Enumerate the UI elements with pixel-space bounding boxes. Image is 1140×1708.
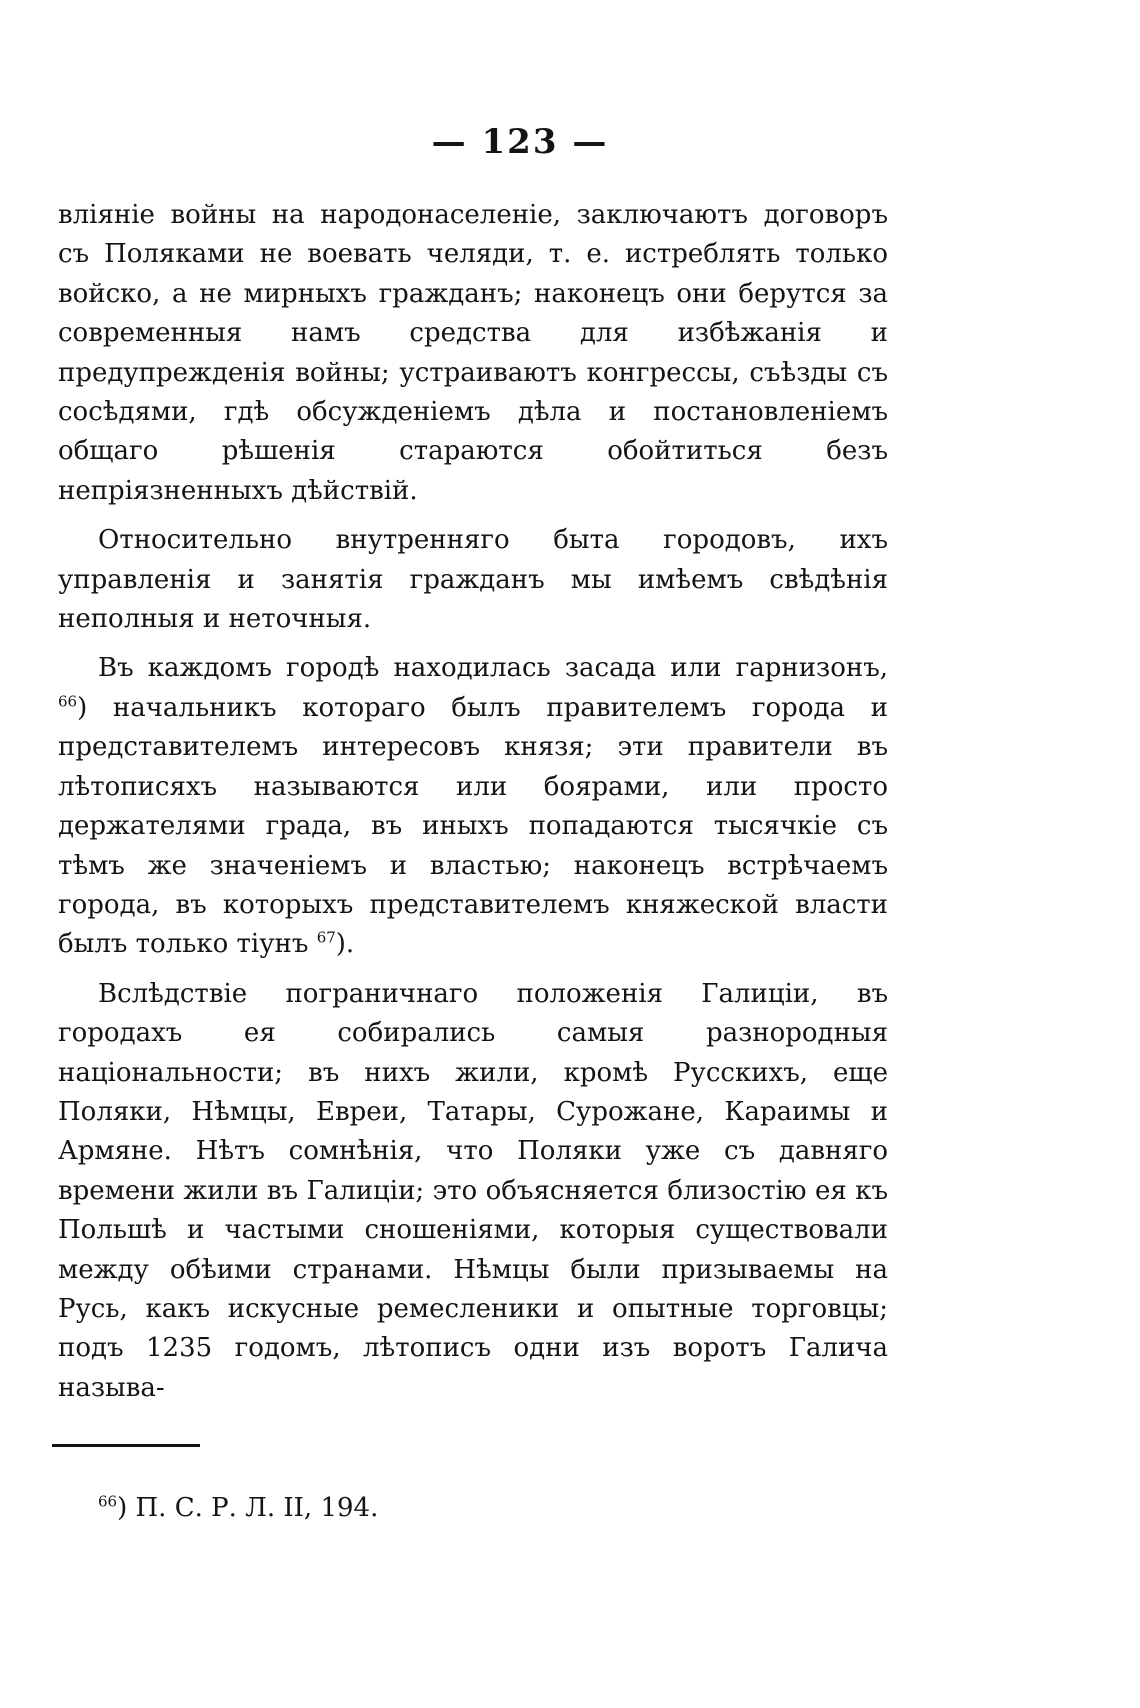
main-text	[58, 196, 888, 1418]
paragraph-1: вліяніе войны на народонаселеніе, заключаютъ договоръ съ Поляками не воевать челяди, т. е. истреблять только войско, а не мирныхъ гражданъ; наконецъ они берутся за современныя намъ средства для избѣжанія и предупрежденія войны; устраиваютъ конгрессы, съѣзды съ сосѣдями, гдѣ обсужденіемъ дѣла и постановленіемъ общаго рѣшенія стараются обойтиться безъ непріязненныхъ дѣйствій.	[58, 200, 888, 506]
paragraph-3	[58, 649, 888, 964]
footnote-number: 66	[98, 1492, 118, 1511]
page-number: — 123 —	[431, 122, 609, 162]
paragraph-3-text-after: ).	[335, 929, 355, 960]
footnote-divider	[52, 1444, 200, 1447]
paragraph-3-text-before: Въ каждомъ городѣ находилась засада или гарнизонъ,	[98, 653, 888, 684]
footnote	[98, 1492, 378, 1524]
footnote-text: ) П. С. Р. Л. II, 194.	[117, 1493, 379, 1523]
footnote-ref-66: 66	[58, 692, 78, 711]
paragraph-3-text-middle: ) начальникъ котораго былъ правителемъ города и представителемъ интересовъ князя; эти правители въ лѣтописяхъ называются или боярами, или просто держателями града, въ иныхъ попадаются тысячкіе съ тѣмъ же значеніемъ и властью; наконецъ встрѣчаемъ города, въ которыхъ представителемъ княжеской власти былъ только тіунъ	[58, 692, 888, 960]
paragraph-4: Вслѣдствіе пограничнаго положенія Галиціи, въ городахъ ея собирались самыя разнородныя національности; въ нихъ жили, кромѣ Русскихъ, еще Поляки, Нѣмцы, Евреи, Татары, Сурожане, Караимы и Армяне. Нѣтъ сомнѣнія, что Поляки уже съ давняго времени жили въ Галиціи; это объясняется близостію ея къ Польшѣ и частыми сношеніями, которыя существовали между обѣими странами. Нѣмцы были призываемы на Русь, какъ искусные ремесленики и опытные торговцы; подъ 1235 годомъ, лѣтописъ одни изъ воротъ Галича называ-	[58, 978, 888, 1403]
footnote-ref-67: 67	[316, 928, 336, 947]
paragraph-2: Относительно внутренняго быта городовъ, ихъ управленія и занятія гражданъ мы имѣемъ свѣдѣнія неполныя и неточныя.	[58, 525, 888, 635]
